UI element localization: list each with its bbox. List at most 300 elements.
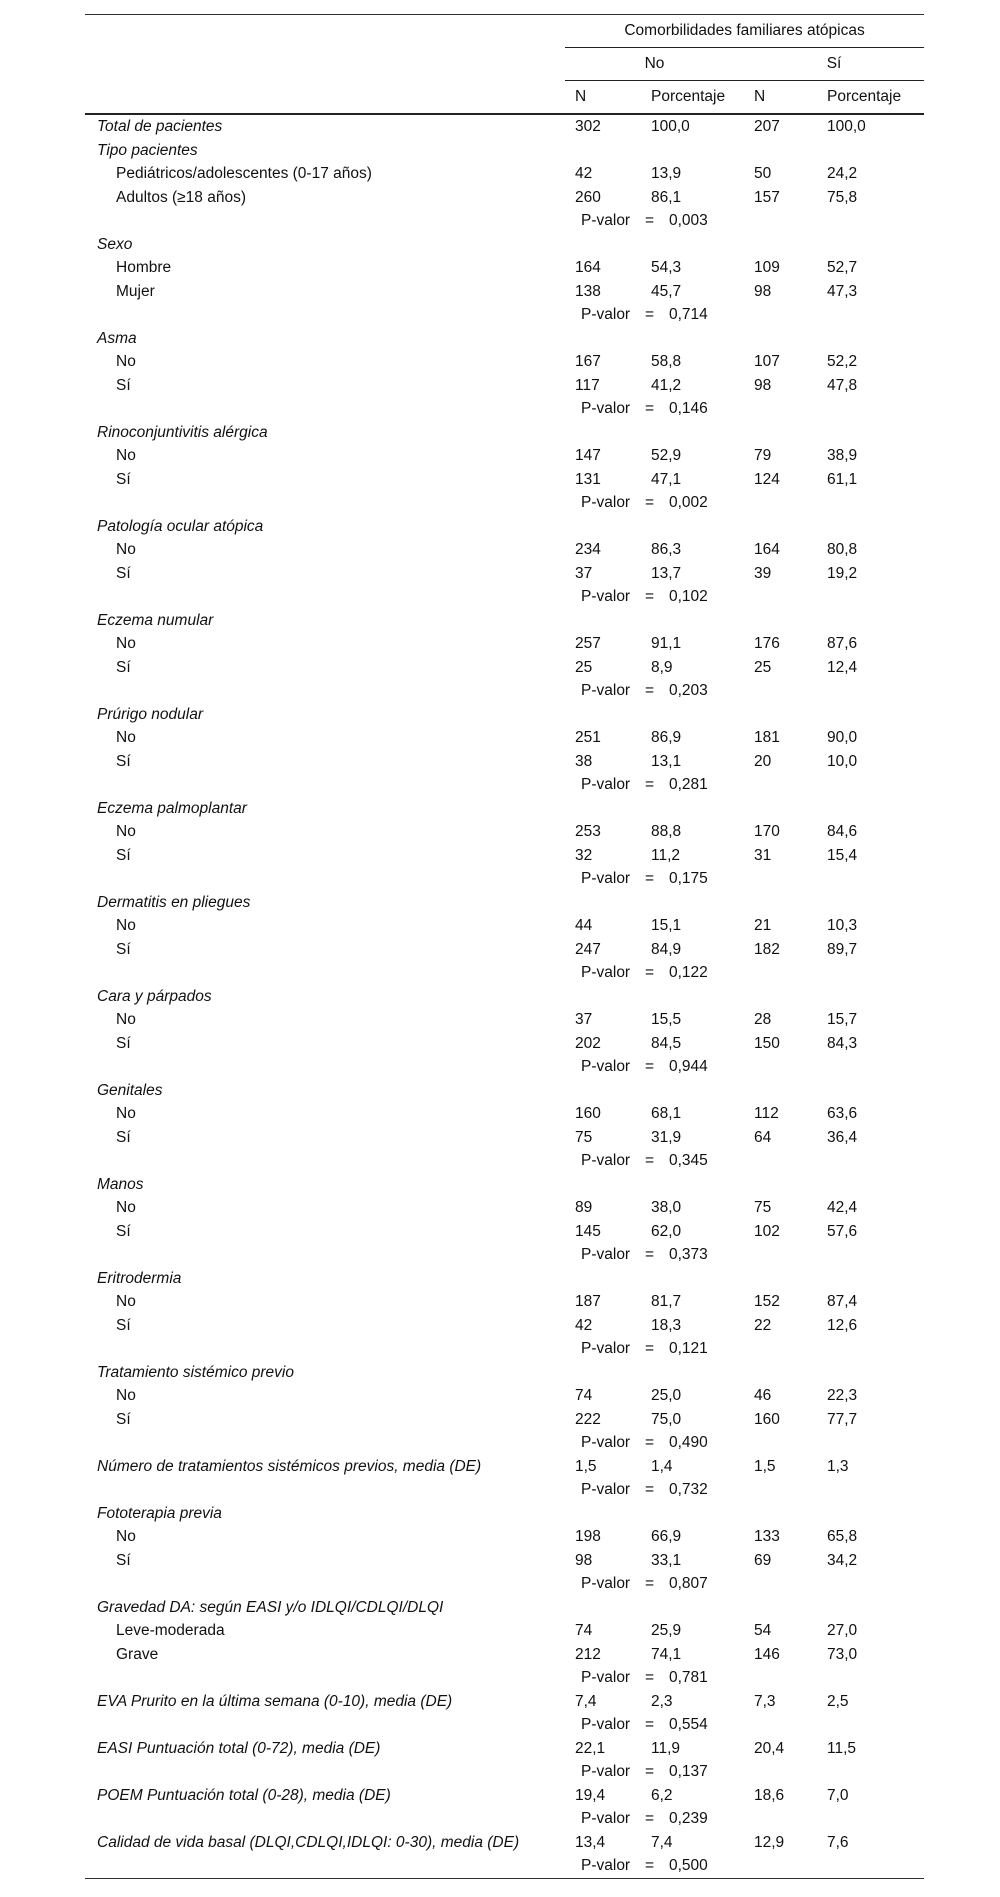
category-label: EVA Prurito en la última semana (0-10), media (DE) [97, 1692, 453, 1710]
cell-porcentaje-si: 7,0 [827, 1786, 849, 1804]
category-row [85, 1502, 924, 1526]
cell-n-no: 89 [575, 1199, 593, 1216]
pvalue-value: 0,239 [669, 1810, 708, 1827]
table-row [85, 1408, 924, 1432]
cell-n-si: 64 [754, 1128, 772, 1146]
cell-n-si: 46 [754, 1387, 772, 1404]
empty-cell [817, 1572, 924, 1596]
header-porcentaje-si: Porcentaje [817, 81, 924, 115]
cell-porcentaje-si: 12,6 [827, 1316, 858, 1334]
cell-porcentaje-si: 84,3 [827, 1034, 858, 1052]
cell-n-no [565, 1173, 641, 1197]
pvalue-spacer [85, 1149, 565, 1173]
cell-porcentaje-no: 25,0 [651, 1387, 682, 1404]
pvalue-equals: = [645, 1716, 655, 1733]
cell-n-si [744, 1361, 817, 1385]
header-n-no: N [565, 81, 641, 115]
cell-n-no [565, 609, 641, 633]
category-label: Asma [97, 329, 137, 347]
empty-cell [744, 1337, 817, 1361]
category-row [85, 1079, 924, 1103]
category-label: Eczema numular [97, 611, 214, 629]
table-row [85, 938, 924, 962]
table-row [85, 538, 924, 562]
pvalue-row [85, 397, 924, 421]
cell-porcentaje-si [817, 891, 924, 915]
cell-n-no: 164 [575, 259, 601, 276]
cell-porcentaje-si: 52,2 [827, 353, 858, 370]
pvalue-row [85, 867, 924, 891]
cell-n-no: 19,4 [575, 1786, 606, 1804]
empty-cell [744, 1243, 817, 1267]
pvalue-row [85, 679, 924, 703]
row-label: Sí [116, 1128, 131, 1146]
pvalue-row [85, 1337, 924, 1361]
table-body [85, 114, 924, 1878]
cell-porcentaje-no: 84,5 [651, 1034, 682, 1052]
cell-porcentaje-no [641, 233, 744, 257]
cell-porcentaje-no: 7,4 [651, 1833, 673, 1851]
pvalue-equals: = [645, 1857, 655, 1874]
pvalue-spacer [85, 1807, 565, 1831]
cell-n-si: 75 [754, 1199, 772, 1216]
pvalue-spacer [85, 1243, 565, 1267]
cell-n-si: 21 [754, 917, 772, 934]
pvalue-label: P-valor [581, 1246, 631, 1263]
category-row [85, 233, 924, 257]
header-group-title: Comorbilidades familiares atópicas [565, 15, 924, 48]
pvalue-label: P-valor [581, 400, 631, 417]
table-row [85, 444, 924, 468]
empty-cell [744, 209, 817, 233]
cell-n-si: 28 [754, 1011, 772, 1028]
cell-n-si [744, 1596, 817, 1620]
cell-n-si: 20,4 [754, 1739, 785, 1757]
pvalue-spacer [85, 1337, 565, 1361]
empty-cell [744, 1478, 817, 1502]
cell-porcentaje-si: 89,7 [827, 940, 858, 958]
empty-cell [744, 1666, 817, 1690]
cell-porcentaje-si: 38,9 [827, 447, 858, 464]
cell-porcentaje-no: 68,1 [651, 1105, 682, 1122]
cell-porcentaje-no: 31,9 [651, 1128, 682, 1146]
cell-n-no: 22,1 [575, 1739, 606, 1757]
pvalue-value: 0,137 [669, 1763, 708, 1780]
cell-porcentaje-si: 36,4 [827, 1128, 858, 1146]
table-header [85, 15, 924, 115]
row-label: Grave [116, 1645, 159, 1663]
cell-porcentaje-si: 52,7 [827, 259, 858, 276]
category-row [85, 703, 924, 727]
pvalue-spacer [85, 397, 565, 421]
empty-cell [817, 1337, 924, 1361]
cell-porcentaje-no: 1,4 [651, 1457, 673, 1475]
row-label: Sí [116, 846, 131, 864]
cell-porcentaje-no: 88,8 [651, 823, 682, 840]
pvalue-row [85, 1807, 924, 1831]
cell-porcentaje-si [817, 609, 924, 633]
cell-n-si [744, 421, 817, 445]
cell-n-no: 75 [575, 1128, 593, 1146]
cell-n-si [744, 1173, 817, 1197]
cell-porcentaje-no: 33,1 [651, 1551, 682, 1569]
cell-n-no: 32 [575, 846, 593, 864]
cell-n-si [744, 233, 817, 257]
pvalue-value: 0,175 [669, 870, 708, 887]
empty-cell [817, 1807, 924, 1831]
pvalue-equals: = [645, 1434, 655, 1451]
header-no: No [565, 48, 744, 81]
cell-n-si: 146 [754, 1645, 780, 1663]
cell-porcentaje-si: 84,6 [827, 823, 858, 840]
pvalue-cell [565, 1760, 708, 1784]
cell-porcentaje-no: 18,3 [651, 1316, 682, 1334]
cell-porcentaje-no: 86,9 [651, 729, 682, 746]
cell-porcentaje-si: 34,2 [827, 1551, 858, 1569]
cell-porcentaje-no: 86,1 [651, 188, 682, 206]
pvalue-spacer [85, 209, 565, 233]
cell-porcentaje-no: 11,2 [651, 846, 681, 864]
pvalue-equals: = [645, 1340, 655, 1357]
cell-porcentaje-no: 15,1 [651, 917, 682, 934]
category-label: Eczema palmoplantar [97, 799, 247, 817]
empty-cell [817, 679, 924, 703]
pvalue-equals: = [645, 1575, 655, 1592]
pvalue-value: 0,122 [669, 964, 708, 981]
empty-cell [744, 1760, 817, 1784]
cell-porcentaje-si [817, 1173, 924, 1197]
pvalue-value: 0,500 [669, 1857, 708, 1874]
pvalue-row [85, 1760, 924, 1784]
empty-cell [817, 1854, 924, 1878]
cell-n-no [565, 1361, 641, 1385]
cell-porcentaje-si: 73,0 [827, 1645, 858, 1663]
cell-porcentaje-no: 13,1 [651, 752, 682, 770]
category-label: EASI Puntuación total (0-72), media (DE) [97, 1739, 381, 1757]
cell-n-si: 25 [754, 658, 772, 676]
cell-n-si: 31 [754, 846, 772, 864]
cell-n-si: 98 [754, 376, 772, 394]
cell-porcentaje-si: 7,6 [827, 1833, 849, 1851]
cell-porcentaje-no: 13,9 [651, 165, 682, 182]
pvalue-row [85, 1478, 924, 1502]
cell-n-no: 222 [575, 1410, 601, 1428]
pvalue-equals: = [645, 400, 655, 417]
cell-porcentaje-no [641, 797, 744, 821]
pvalue-cell [565, 397, 708, 421]
pvalue-cell [565, 961, 708, 985]
pvalue-row [85, 1431, 924, 1455]
cell-porcentaje-si: 77,7 [827, 1410, 858, 1428]
empty-cell [744, 303, 817, 327]
category-label: Total de pacientes [97, 118, 223, 135]
cell-porcentaje-si: 15,7 [827, 1011, 858, 1028]
category-row [85, 1737, 924, 1761]
empty-cell [744, 1055, 817, 1079]
cell-porcentaje-si: 90,0 [827, 729, 858, 746]
pvalue-label: P-valor [581, 1763, 631, 1780]
row-label: Sí [116, 940, 131, 958]
cell-n-si [744, 1502, 817, 1526]
cell-n-no: 145 [575, 1222, 601, 1240]
pvalue-spacer [85, 1760, 565, 1784]
cell-n-no [565, 233, 641, 257]
category-label: Sexo [97, 235, 133, 253]
cell-n-no: 247 [575, 940, 601, 958]
row-label: Hombre [116, 259, 172, 276]
category-label: Tratamiento sistémico previo [97, 1363, 294, 1381]
pvalue-row [85, 1055, 924, 1079]
cell-porcentaje-si: 87,4 [827, 1293, 858, 1310]
cell-n-si: 150 [754, 1034, 780, 1052]
cell-porcentaje-no: 86,3 [651, 541, 682, 558]
cell-n-si: 107 [754, 353, 780, 370]
table-row [85, 1008, 924, 1032]
pvalue-row [85, 773, 924, 797]
pvalue-row [85, 1149, 924, 1173]
pvalue-cell [565, 1243, 708, 1267]
table-row [85, 656, 924, 680]
cell-n-no: 13,4 [575, 1833, 606, 1851]
category-row [85, 421, 924, 445]
cell-n-no: 117 [575, 376, 600, 394]
pvalue-row [85, 1666, 924, 1690]
row-label: No [116, 635, 136, 652]
category-row [85, 609, 924, 633]
cell-porcentaje-si: 57,6 [827, 1222, 858, 1240]
category-row [85, 891, 924, 915]
cell-porcentaje-si: 15,4 [827, 846, 858, 864]
empty-cell [817, 961, 924, 985]
cell-porcentaje-no: 41,2 [651, 376, 682, 394]
pvalue-value: 0,003 [669, 212, 708, 229]
empty-cell [817, 1243, 924, 1267]
table-row [85, 186, 924, 210]
cell-n-si: 152 [754, 1293, 780, 1310]
category-label: Rinoconjuntivitis alérgica [97, 423, 268, 441]
cell-n-no: 167 [575, 353, 601, 370]
pvalue-label: P-valor [581, 1152, 631, 1169]
pvalue-equals: = [645, 588, 655, 605]
row-label: Sí [116, 1551, 131, 1569]
table-row [85, 1619, 924, 1643]
cell-porcentaje-si: 87,6 [827, 635, 858, 652]
cell-n-no: 212 [575, 1645, 601, 1663]
cell-porcentaje-no: 81,7 [651, 1293, 682, 1310]
pvalue-spacer [85, 1478, 565, 1502]
cell-porcentaje-no [641, 1173, 744, 1197]
pvalue-spacer [85, 1572, 565, 1596]
cell-porcentaje-no: 6,2 [651, 1786, 673, 1804]
cell-n-si [744, 703, 817, 727]
pvalue-equals: = [645, 212, 655, 229]
cell-n-no: 302 [575, 118, 601, 135]
cell-porcentaje-no: 2,3 [651, 1692, 673, 1710]
cell-n-si [744, 515, 817, 539]
pvalue-value: 0,490 [669, 1434, 708, 1451]
row-label: No [116, 729, 136, 746]
cell-porcentaje-no: 54,3 [651, 259, 682, 276]
table-row [85, 1384, 924, 1408]
pvalue-value: 0,281 [669, 776, 708, 793]
cell-porcentaje-no: 74,1 [651, 1645, 682, 1663]
cell-n-no: 160 [575, 1105, 601, 1122]
empty-cell [817, 1431, 924, 1455]
pvalue-label: P-valor [581, 1058, 631, 1075]
cell-n-no [565, 1079, 641, 1103]
pvalue-equals: = [645, 494, 655, 511]
pvalue-label: P-valor [581, 588, 631, 605]
empty-cell [817, 397, 924, 421]
cell-porcentaje-si [817, 421, 924, 445]
pvalue-label: P-valor [581, 964, 631, 981]
cell-porcentaje-si [817, 985, 924, 1009]
cell-porcentaje-no [641, 139, 744, 163]
pvalue-row [85, 961, 924, 985]
pvalue-row [85, 1854, 924, 1878]
cell-n-si [744, 1267, 817, 1291]
cell-n-no [565, 1596, 641, 1620]
cell-n-no: 37 [575, 1011, 593, 1028]
cell-porcentaje-si: 42,4 [827, 1199, 858, 1216]
cell-porcentaje-si [817, 233, 924, 257]
category-row [85, 1267, 924, 1291]
pvalue-cell [565, 1337, 708, 1361]
empty-cell [817, 1478, 924, 1502]
category-label: Prúrigo nodular [97, 705, 203, 723]
cell-n-no: 253 [575, 823, 601, 840]
pvalue-equals: = [645, 1246, 655, 1263]
pvalue-spacer [85, 1431, 565, 1455]
pvalue-value: 0,554 [669, 1716, 708, 1733]
cell-n-no: 98 [575, 1551, 593, 1569]
cell-porcentaje-si [817, 1596, 924, 1620]
pvalue-label: P-valor [581, 1716, 631, 1733]
table-row [85, 1314, 924, 1338]
category-row [85, 1596, 924, 1620]
cell-porcentaje-si [817, 1502, 924, 1526]
cell-porcentaje-no [641, 515, 744, 539]
pvalue-cell [565, 1478, 708, 1502]
table-row [85, 1549, 924, 1573]
pvalue-row [85, 209, 924, 233]
cell-porcentaje-no: 25,9 [651, 1622, 682, 1639]
cell-n-no: 260 [575, 188, 601, 206]
pvalue-label: P-valor [581, 682, 631, 699]
row-label: Sí [116, 376, 131, 394]
empty-cell [817, 585, 924, 609]
cell-n-si: 124 [754, 470, 780, 488]
empty-cell [744, 1807, 817, 1831]
empty-cell [817, 1713, 924, 1737]
cell-n-si: 182 [754, 940, 780, 958]
category-row [85, 139, 924, 163]
pvalue-equals: = [645, 964, 655, 981]
cell-n-si: 112 [754, 1105, 779, 1122]
pvalue-label: P-valor [581, 494, 631, 511]
empty-cell [744, 585, 817, 609]
table-row [85, 1102, 924, 1126]
table-row [85, 162, 924, 186]
cell-porcentaje-si: 47,8 [827, 376, 858, 394]
cell-n-si: 50 [754, 165, 772, 182]
row-label: Mujer [116, 282, 155, 300]
pvalue-row [85, 1572, 924, 1596]
category-row [85, 1690, 924, 1714]
cell-n-si [744, 891, 817, 915]
pvalue-cell [565, 1666, 708, 1690]
cell-porcentaje-no: 15,5 [651, 1011, 682, 1028]
cell-n-si: 207 [754, 118, 780, 135]
pvalue-spacer [85, 961, 565, 985]
cell-n-no [565, 891, 641, 915]
header-empty [85, 48, 565, 81]
cell-n-no: 257 [575, 635, 601, 652]
pvalue-equals: = [645, 870, 655, 887]
pvalue-row [85, 303, 924, 327]
row-label: Sí [116, 470, 131, 488]
cell-n-no: 37 [575, 564, 593, 582]
pvalue-label: P-valor [581, 1340, 631, 1357]
cell-n-si: 102 [754, 1222, 780, 1240]
table-row [85, 256, 924, 280]
empty-cell [817, 491, 924, 515]
pvalue-equals: = [645, 306, 655, 323]
cell-n-no: 234 [575, 541, 601, 558]
cell-porcentaje-si: 19,2 [827, 564, 858, 582]
table-row [85, 1032, 924, 1056]
empty-cell [817, 1149, 924, 1173]
empty-cell [744, 1713, 817, 1737]
cell-porcentaje-si: 10,0 [827, 752, 858, 770]
cell-porcentaje-no: 75,0 [651, 1410, 682, 1428]
cell-n-no: 1,5 [575, 1457, 597, 1475]
category-row [85, 1455, 924, 1479]
cell-n-no: 74 [575, 1622, 593, 1639]
pvalue-value: 0,944 [669, 1058, 708, 1075]
cell-porcentaje-no: 100,0 [651, 118, 690, 135]
pvalue-cell [565, 303, 708, 327]
table-row [85, 468, 924, 492]
table-row [85, 1643, 924, 1667]
cell-n-si: 22 [754, 1316, 772, 1334]
row-label: No [116, 917, 136, 934]
cell-n-no [565, 515, 641, 539]
category-label: Eritrodermia [97, 1269, 182, 1287]
cell-n-no [565, 797, 641, 821]
empty-cell [744, 773, 817, 797]
cell-porcentaje-no: 62,0 [651, 1222, 682, 1240]
table-row [85, 1196, 924, 1220]
category-label: Calidad de vida basal (DLQI,CDLQI,IDLQI: 0-30), media (DE) [97, 1833, 520, 1851]
category-row [85, 114, 924, 139]
empty-cell [744, 1572, 817, 1596]
empty-cell [817, 867, 924, 891]
category-row [85, 1831, 924, 1855]
header-porcentaje-no: Porcentaje [641, 81, 744, 115]
pvalue-spacer [85, 303, 565, 327]
cell-porcentaje-si [817, 1267, 924, 1291]
cell-n-si: 181 [754, 729, 780, 746]
cell-porcentaje-si [817, 1361, 924, 1385]
empty-cell [817, 1760, 924, 1784]
category-row [85, 1784, 924, 1808]
pvalue-value: 0,345 [669, 1152, 708, 1169]
row-label: Sí [116, 1034, 131, 1052]
cell-n-no [565, 139, 641, 163]
pvalue-cell [565, 1431, 708, 1455]
row-label: No [116, 1011, 136, 1028]
